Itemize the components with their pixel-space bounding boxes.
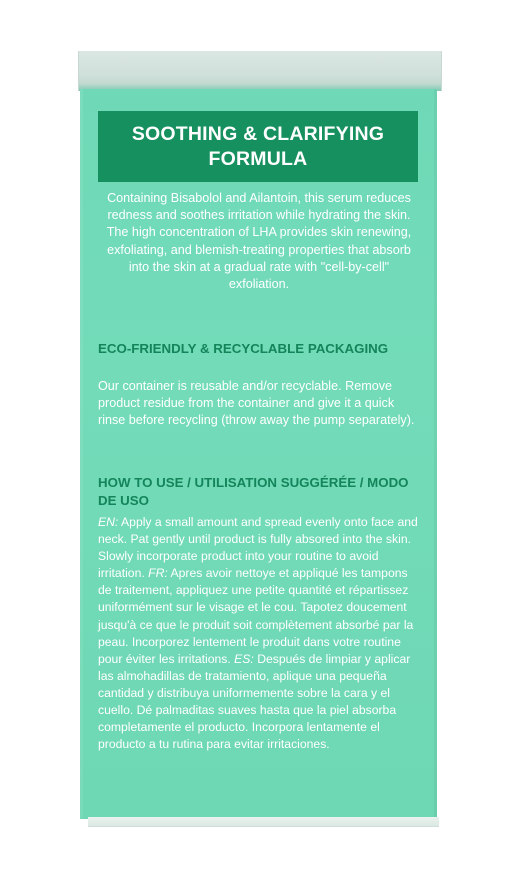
intro-text: Containing Bisabolol and Ailantoin, this serum reduces redness and soothes irritation while hydrating the skin. The high concentration of LHA provides skin renewing, exfoliating, and blemish-treating properties that absorb into the skin at a gradual rate with "cell-by-cell" exfoliation. (106, 191, 412, 292)
eco-text: Our container is reusable and/or recyclable. Remove product residue from the container and give it a quick rinse before recycling (throw away the pump separately). (98, 379, 415, 428)
box-side-panel (80, 89, 437, 819)
usage-text-es: Después de limpiar y aplicar las almohadillas de tratamiento, aplique una pequeña cantidad y distribuya uniformemente sobre la cara y el cuello. Dé palmaditas suaves hasta que la piel absorba completamente el producto. Incorpora lentamente el producto a tu rutina para evitar irritaciones. (98, 651, 411, 752)
box-bottom-edge (88, 817, 439, 827)
usage-text-fr: Apres avoir nettoye et appliqué les tampons de traitement, appliquez une petite quantité et répartissez uniformément sur le visage et le cou. Tapotez doucement jusqu'à ce que le produit soit complètement absorbé par la peau. Incorporez lentement le produit dans votre routine pour éviter les irritations. (98, 566, 414, 666)
usage-heading: HOW TO USE / UTILISATION SUGGÉRÉE / MODO DE USO (98, 475, 409, 508)
usage-text-en: Apply a small amount and spread evenly onto face and neck. Pat gently until product is fully absored into the skin. Slowly incorporate product into your routine to avoid irritation. (98, 515, 418, 581)
eco-heading: ECO-FRIENDLY & RECYCLABLE PACKAGING (98, 341, 389, 356)
panel-title: SOOTHING & CLARIFYING FORMULA (131, 122, 385, 170)
lang-label-es: ES: (234, 651, 254, 666)
usage-text (98, 514, 420, 753)
lang-label-en: EN: (98, 515, 119, 529)
title-banner (98, 111, 418, 182)
box-top-edge (78, 51, 442, 91)
lang-label-fr: FR: (148, 566, 168, 581)
